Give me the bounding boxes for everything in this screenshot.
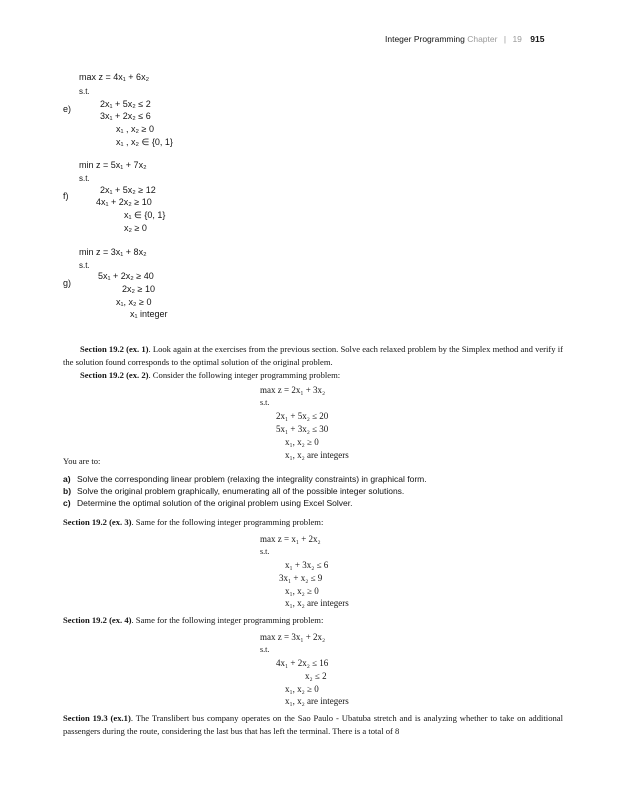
task-a-text: Solve the corresponding linear problem (relaxing the integrality constraints) in graphical form. <box>77 474 427 484</box>
problem-f-label: f) <box>63 191 69 201</box>
task-a <box>63 474 427 486</box>
problem-e-objective: max z = 4x₁ + 6x₂ <box>79 72 150 82</box>
ex3-constraint-3: x₁, x₂ ≥ 0 <box>285 586 319 596</box>
problem-f-st: s.t. <box>79 174 90 183</box>
problem-e-st: s.t. <box>79 87 90 96</box>
exercise-19-3-1-ref: Section 19.3 (ex.1) <box>63 713 131 723</box>
ex2-constraint-1: 2x₁ + 5x₂ ≤ 20 <box>276 411 329 421</box>
problem-g-constraint-4: x₁ integer <box>130 309 168 319</box>
problem-g-label: g) <box>63 278 72 288</box>
problem-e-constraint-3: x₁ , x₂ ≥ 0 <box>116 124 154 134</box>
task-b-text: Solve the original problem graphically, enumerating all of the possible integer solutions. <box>77 486 405 496</box>
ex3-constraint-2: 3x₁ + x₂ ≤ 9 <box>279 573 323 583</box>
problem-f-constraint-4: x₂ ≥ 0 <box>124 223 147 233</box>
ex2-objective: max z = 2x₁ + 3x₂ <box>260 385 326 395</box>
ex4-constraint-4: x₁, x₂ are integers <box>285 696 349 706</box>
task-c-text: Determine the optimal solution of the original problem using Excel Solver. <box>77 498 353 508</box>
you-are-to: You are to: <box>63 456 101 466</box>
task-c-key: c) <box>63 498 71 508</box>
problem-f-constraint-1: 2x₁ + 5x₂ ≥ 12 <box>100 185 156 195</box>
ex3-objective: max z = x₁ + 2x₂ <box>260 534 321 544</box>
exercise-19-2-4-ref: Section 19.2 (ex. 4) <box>63 615 132 625</box>
exercise-19-3-1 <box>63 712 563 738</box>
exercise-19-2-3 <box>63 516 563 529</box>
exercise-19-2-3-ref: Section 19.2 (ex. 3) <box>63 517 132 527</box>
ex4-constraint-2: x₂ ≤ 2 <box>305 671 327 681</box>
problem-f-objective: min z = 5x₁ + 7x₂ <box>79 160 147 170</box>
header-title: Integer Programming <box>385 34 465 44</box>
problem-g-objective: min z = 3x₁ + 8x₂ <box>79 247 147 257</box>
exercise-19-2-1-ref: Section 19.2 (ex. 1) <box>80 344 149 354</box>
ex2-constraint-3: x₁, x₂ ≥ 0 <box>285 437 319 447</box>
task-b-key: b) <box>63 486 72 496</box>
page-number: 915 <box>530 34 545 44</box>
problem-e-constraint-1: 2x₁ + 5x₂ ≤ 2 <box>100 99 151 109</box>
ex3-constraint-1: x₁ + 3x₂ ≤ 6 <box>285 560 329 570</box>
header-chapter-number: 19 <box>512 34 522 44</box>
exercise-19-2-4-text: . Same for the following integer programming problem: <box>131 615 324 625</box>
ex2-st: s.t. <box>260 398 270 407</box>
running-header <box>385 34 544 44</box>
ex4-constraint-1: 4x₁ + 2x₂ ≤ 16 <box>276 658 329 668</box>
problem-g-constraint-2: 2x₂ ≥ 10 <box>122 284 155 294</box>
ex3-st: s.t. <box>260 547 270 556</box>
task-b <box>63 486 404 498</box>
task-c <box>63 498 352 510</box>
problem-f-constraint-3: x₁ ∈ {0, 1} <box>124 210 166 220</box>
exercise-19-2-3-text: . Same for the following integer programming problem: <box>131 517 324 527</box>
problem-e-label: e) <box>63 104 72 114</box>
exercise-19-2-2 <box>63 369 563 382</box>
exercise-19-2-1 <box>63 343 563 369</box>
task-a-key: a) <box>63 474 71 484</box>
ex3-constraint-4: x₁, x₂ are integers <box>285 598 349 608</box>
header-separator: | <box>503 34 507 44</box>
ex2-constraint-4: x₁, x₂ are integers <box>285 450 349 460</box>
problem-f-constraint-2: 4x₁ + 2x₂ ≥ 10 <box>96 197 152 207</box>
exercise-19-2-2-ref: Section 19.2 (ex. 2) <box>80 370 149 380</box>
header-chapter-word: Chapter <box>467 34 498 44</box>
ex2-constraint-2: 5x₁ + 3x₂ ≤ 30 <box>276 424 329 434</box>
ex4-objective: max z = 3x₁ + 2x₂ <box>260 632 326 642</box>
exercise-19-2-2-text: . Consider the following integer programming problem: <box>148 370 341 380</box>
problem-g-constraint-1: 5x₁ + 2x₂ ≥ 40 <box>98 271 154 281</box>
ex4-st: s.t. <box>260 645 270 654</box>
exercise-19-3-1-text: . The Translibert bus company operates on the Sao Paulo - Ubatuba stretch and is analyzing whether to take on additional passengers during the route, considering the last bus that has left the terminal. There is a total of 8 <box>63 713 563 736</box>
problem-e-constraint-2: 3x₁ + 2x₂ ≤ 6 <box>100 111 151 121</box>
problem-g-constraint-3: x₁, x₂ ≥ 0 <box>116 297 152 307</box>
exercise-19-2-4 <box>63 614 563 627</box>
problem-e-constraint-4: x₁ , x₂ ∈ {0, 1} <box>116 137 173 147</box>
exercise-19-2-1-text: . Look again at the exercises from the previous section. Solve each relaxed problem by the Simplex method and verify if the solution found corresponds to the optimal solution of the original problem. <box>63 344 563 367</box>
ex4-constraint-3: x₁, x₂ ≥ 0 <box>285 684 319 694</box>
problem-g-st: s.t. <box>79 261 90 270</box>
